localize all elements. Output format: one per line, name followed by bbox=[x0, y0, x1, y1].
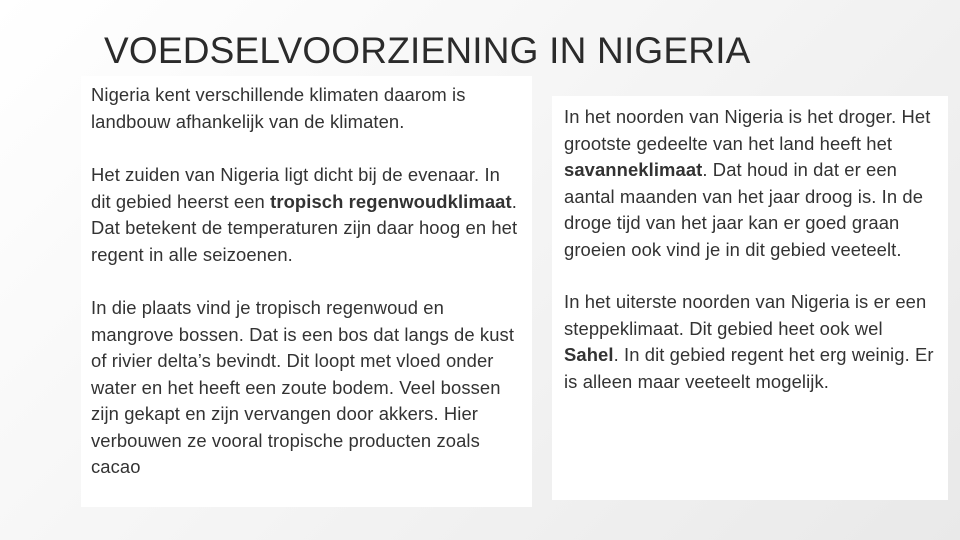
right-paragraph-far-north bbox=[564, 289, 940, 395]
right-far-north-text-start: In het uiterste noorden van Nigeria is er een steppeklimaat. Dit gebied heet ook wel bbox=[564, 291, 927, 339]
left-paragraph-forests: In die plaats vind je tropisch regenwoud en mangrove bossen. Dat is een bos dat langs de kust of rivier delta’s bevindt. Dit loopt met vloed onder water en het heeft een zoute bodem. Veel bossen zijn gekapt en zijn vervangen door akkers. Hier verbouwen ze vooral tropische producten zoals cacao bbox=[91, 297, 515, 477]
right-far-north-text-end: . In dit gebied regent het erg weinig. Er is alleen maar veeteelt mogelijk. bbox=[564, 344, 934, 392]
left-south-text-start: Het zuiden van Nigeria ligt dicht bij de evenaar. In dit gebied heerst een bbox=[91, 164, 501, 212]
right-north-text-start: In het noorden van Nigeria is het droger. Het grootste gedeelte van het land heeft het bbox=[564, 106, 931, 154]
right-north-text-end: . Dat houd in dat er een aantal maanden van het jaar droog is. In de droge tijd van het jaar kan er goed graan groeien ook vind je in dit gebied veeteelt. bbox=[564, 159, 924, 260]
left-south-bold-term: tropisch regenwoudklimaat bbox=[270, 190, 512, 212]
right-far-north-bold-term: Sahel bbox=[564, 344, 614, 365]
left-south-text-end: . Dat betekent de temperaturen zijn daar hoog en het regent in alle seizoenen. bbox=[91, 190, 518, 265]
left-text-box bbox=[81, 76, 532, 507]
right-text-box bbox=[552, 96, 948, 500]
left-paragraph-south bbox=[91, 162, 522, 268]
left-paragraph-intro: Nigeria kent verschillende klimaten daarom is landbouw afhankelijk van de klimaten. bbox=[91, 84, 466, 132]
right-north-bold-term: savanneklimaat bbox=[564, 159, 703, 180]
right-paragraph-north bbox=[564, 104, 940, 263]
slide-title: VOEDSELVOORZIENING IN NIGERIA bbox=[104, 30, 751, 71]
